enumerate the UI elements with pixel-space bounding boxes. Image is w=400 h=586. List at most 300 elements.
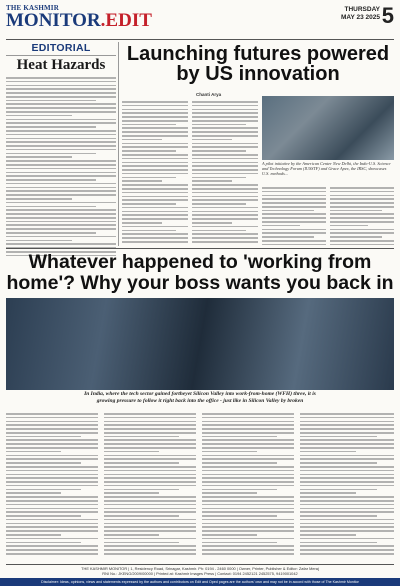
text-line <box>6 228 116 230</box>
top-story-headline: Launching futures powered by US innovation <box>126 43 390 85</box>
text-line <box>330 206 394 208</box>
text-line <box>6 156 72 158</box>
text-line <box>192 146 258 148</box>
text-line <box>122 226 188 228</box>
brand-main: MONITOR <box>6 10 101 31</box>
text-line <box>6 236 116 238</box>
text-line <box>6 81 116 83</box>
text-line <box>300 489 377 491</box>
text-line <box>192 203 246 205</box>
text-line <box>104 421 196 423</box>
text-line <box>122 218 188 220</box>
text-line <box>300 485 394 487</box>
text-line <box>330 240 394 242</box>
top-story-byline: Chanti Arya <box>196 92 222 97</box>
text-line <box>104 492 159 494</box>
brand-edit: .EDIT <box>100 10 152 31</box>
text-line <box>192 230 246 232</box>
text-line <box>192 105 258 107</box>
text-line <box>104 424 196 426</box>
text-line <box>202 492 257 494</box>
text-line <box>202 485 294 487</box>
text-line <box>104 432 196 434</box>
text-line <box>192 131 258 133</box>
text-line <box>104 466 196 468</box>
text-line <box>6 243 116 245</box>
text-line <box>192 218 258 220</box>
text-line <box>300 424 394 426</box>
text-line <box>262 221 326 223</box>
text-line <box>6 413 98 415</box>
text-line <box>6 519 98 521</box>
text-line <box>6 470 98 472</box>
text-line <box>300 545 394 547</box>
text-line <box>6 436 81 438</box>
text-line <box>202 424 294 426</box>
text-line <box>122 131 188 133</box>
bottom-story-photo-caption: In India, where the tech sector gained fortheyet Silicon Valley into work-from-home (WFH) three, it is growing pressure to follow it right back into the office - just like in Silicon Valley by broken <box>84 391 316 404</box>
text-line <box>192 226 258 228</box>
text-line <box>262 232 326 234</box>
text-line <box>104 549 196 551</box>
page-number: 5 <box>381 3 394 28</box>
text-line <box>122 109 188 111</box>
text-line <box>202 458 294 460</box>
text-line <box>104 489 179 491</box>
text-line <box>104 511 196 513</box>
section-rule <box>6 248 394 249</box>
top-story-col-2 <box>192 98 258 245</box>
text-line <box>300 530 394 532</box>
text-line <box>122 241 188 243</box>
footer-imprint <box>6 567 394 577</box>
text-line <box>6 515 81 517</box>
text-line <box>6 451 61 453</box>
text-line <box>202 549 294 551</box>
text-line <box>6 130 116 132</box>
text-line <box>6 126 96 128</box>
text-line <box>6 447 98 449</box>
text-line <box>202 477 294 479</box>
text-line <box>192 211 258 213</box>
text-line <box>192 233 258 235</box>
text-line <box>202 553 294 555</box>
text-line <box>192 237 258 239</box>
text-line <box>300 519 394 521</box>
text-line <box>104 447 196 449</box>
text-line <box>6 145 116 147</box>
text-line <box>300 443 394 445</box>
text-line <box>300 466 394 468</box>
text-line <box>300 538 394 540</box>
top-story-col-1 <box>122 98 188 245</box>
text-line <box>300 432 394 434</box>
text-line <box>330 217 394 219</box>
text-line <box>122 196 188 198</box>
text-line <box>122 135 188 137</box>
text-line <box>262 229 326 231</box>
text-line <box>330 244 394 246</box>
text-line <box>6 439 98 441</box>
text-line <box>300 515 377 517</box>
text-line <box>192 143 258 145</box>
text-line <box>262 210 314 212</box>
text-line <box>6 500 98 502</box>
text-line <box>330 236 382 238</box>
text-line <box>330 202 394 204</box>
text-line <box>6 421 98 423</box>
text-line <box>300 492 356 494</box>
text-line <box>192 199 258 201</box>
text-line <box>6 122 116 124</box>
text-line <box>122 192 188 194</box>
text-line <box>122 112 188 114</box>
bottom-story-col-3 <box>202 410 294 557</box>
text-line <box>104 553 196 555</box>
text-line <box>6 538 98 540</box>
text-line <box>300 447 394 449</box>
text-line <box>202 428 294 430</box>
text-line <box>104 443 196 445</box>
bottom-story-col-2 <box>104 410 196 557</box>
text-line <box>104 470 196 472</box>
text-line <box>300 508 394 510</box>
text-line <box>192 169 258 171</box>
text-line <box>6 526 98 528</box>
text-line <box>122 146 188 148</box>
text-line <box>122 124 176 126</box>
text-line <box>122 162 188 164</box>
brand-logo <box>6 12 394 30</box>
text-line <box>202 481 294 483</box>
text-line <box>192 109 258 111</box>
top-story-col-4 <box>330 184 394 248</box>
text-line <box>202 451 257 453</box>
text-line <box>6 213 116 215</box>
text-line <box>104 413 196 415</box>
text-line <box>330 213 394 215</box>
text-line <box>6 455 98 457</box>
text-line <box>192 162 258 164</box>
text-line <box>6 77 116 79</box>
text-line <box>6 179 96 181</box>
text-line <box>262 244 326 246</box>
text-line <box>122 180 162 182</box>
text-line <box>6 523 98 525</box>
text-line <box>202 436 277 438</box>
text-line <box>6 481 98 483</box>
text-line <box>122 139 162 141</box>
text-line <box>122 203 176 205</box>
text-line <box>6 194 116 196</box>
footer-line-2: RNI No.: JKENG/2009/00000 | Printed at: Kashmir Images Press | Contact: 0194 2452121 2452575, 9419001042 <box>102 570 298 576</box>
text-line <box>192 112 258 114</box>
text-line <box>6 206 96 208</box>
text-line <box>122 150 176 152</box>
text-line <box>104 530 196 532</box>
text-line <box>202 542 277 544</box>
text-line <box>122 237 188 239</box>
text-line <box>192 127 258 129</box>
text-line <box>122 173 188 175</box>
text-line <box>192 116 258 118</box>
text-line <box>202 421 294 423</box>
text-line <box>300 462 377 464</box>
text-line <box>122 211 188 213</box>
text-line <box>192 135 258 137</box>
text-line <box>192 139 232 141</box>
issue-date: MAY 23 2025 <box>340 14 380 21</box>
text-line <box>6 111 116 113</box>
text-line <box>6 175 116 177</box>
text-line <box>6 477 98 479</box>
text-line <box>104 526 196 528</box>
text-line <box>6 202 116 204</box>
text-line <box>262 191 326 193</box>
text-line <box>330 191 394 193</box>
text-line <box>300 500 394 502</box>
text-line <box>300 421 394 423</box>
footer-disclaimer: Disclaimer: Ideas, opinions, views and statements expressed by the authors and contributors on Edit and Oped pages are the authors' own and may not be in accord with those of The Kashmir Monitor <box>0 578 400 586</box>
text-line <box>192 154 258 156</box>
text-line <box>202 455 294 457</box>
text-line <box>300 451 356 453</box>
text-line <box>6 164 116 166</box>
text-line <box>104 542 179 544</box>
text-line <box>202 534 257 536</box>
text-line <box>192 196 258 198</box>
text-line <box>202 538 294 540</box>
text-line <box>6 149 116 151</box>
text-line <box>6 134 116 136</box>
text-line <box>122 143 188 145</box>
text-line <box>6 107 116 109</box>
text-line <box>104 455 196 457</box>
text-line <box>202 413 294 415</box>
text-line <box>202 443 294 445</box>
text-line <box>262 202 326 204</box>
text-line <box>104 436 179 438</box>
editorial-label: EDITORIAL <box>6 42 116 56</box>
text-line <box>192 222 232 224</box>
text-line <box>6 496 98 498</box>
text-line <box>6 542 81 544</box>
text-line <box>300 481 394 483</box>
text-line <box>300 542 377 544</box>
bottom-story-col-1 <box>6 410 98 557</box>
text-line <box>6 190 116 192</box>
text-line <box>192 165 258 167</box>
text-line <box>6 138 116 140</box>
text-line <box>122 101 188 103</box>
text-line <box>300 455 394 457</box>
text-line <box>122 233 188 235</box>
text-line <box>192 184 258 186</box>
text-line <box>104 519 196 521</box>
text-line <box>192 241 258 243</box>
text-line <box>262 225 300 227</box>
top-story-col-3 <box>262 184 326 248</box>
text-line <box>6 508 98 510</box>
text-line <box>6 428 98 430</box>
text-line <box>6 96 116 98</box>
text-line <box>104 534 159 536</box>
text-line <box>122 120 188 122</box>
text-line <box>202 417 294 419</box>
text-line <box>104 481 196 483</box>
text-line <box>262 236 314 238</box>
text-line <box>6 217 116 219</box>
text-line <box>202 523 294 525</box>
text-line <box>122 105 188 107</box>
text-line <box>202 519 294 521</box>
text-line <box>262 240 326 242</box>
text-line <box>6 209 116 211</box>
text-line <box>104 428 196 430</box>
text-line <box>104 451 159 453</box>
text-line <box>330 210 382 212</box>
masthead-rule <box>6 39 394 40</box>
text-line <box>6 489 81 491</box>
text-line <box>300 511 394 513</box>
text-line <box>6 443 98 445</box>
text-line <box>122 230 176 232</box>
editorial-text-block <box>6 77 116 256</box>
text-line <box>6 549 98 551</box>
text-line <box>6 115 72 117</box>
editorial-title: Heat Hazards <box>16 57 106 73</box>
text-line <box>6 240 72 242</box>
text-line <box>202 545 294 547</box>
text-line <box>6 504 98 506</box>
text-line <box>202 515 277 517</box>
text-line <box>6 103 116 105</box>
dateblock <box>341 6 380 22</box>
text-line <box>104 458 196 460</box>
text-line <box>202 496 294 498</box>
text-line <box>300 534 356 536</box>
text-line <box>300 553 394 555</box>
bottom-story-col-4 <box>300 410 394 557</box>
text-line <box>122 207 188 209</box>
text-line <box>6 232 96 234</box>
text-line <box>330 232 394 234</box>
text-line <box>300 523 394 525</box>
top-story-photo-caption: A pilot initiative by the American Center New Delhi, the Indo-U.S. Science and Technology Forum (IUSSTF) and Grace Apex, the IRSC, showcases U.S. methods... <box>262 161 391 176</box>
bottom-story-photo <box>6 298 394 390</box>
text-line <box>122 116 188 118</box>
text-line <box>6 187 116 189</box>
text-line <box>104 508 196 510</box>
top-story-photo <box>262 96 394 160</box>
text-line <box>6 88 116 90</box>
text-line <box>202 432 294 434</box>
text-line <box>262 195 326 197</box>
text-line <box>6 198 72 200</box>
text-line <box>192 150 246 152</box>
text-line <box>6 183 116 185</box>
bottom-story-headline: Whatever happened to 'working from home'? Why your boss wants you back in <box>6 251 394 294</box>
text-line <box>122 199 188 201</box>
text-line <box>104 485 196 487</box>
text-line <box>262 217 326 219</box>
text-line <box>104 496 196 498</box>
text-line <box>300 474 394 476</box>
column-divider <box>118 42 119 246</box>
text-line <box>300 458 394 460</box>
text-line <box>104 462 179 464</box>
text-line <box>202 489 277 491</box>
text-line <box>330 229 394 231</box>
text-line <box>202 500 294 502</box>
text-line <box>262 198 326 200</box>
text-line <box>122 188 188 190</box>
text-line <box>192 120 258 122</box>
text-line <box>300 417 394 419</box>
text-line <box>6 221 116 223</box>
text-line <box>6 432 98 434</box>
text-line <box>6 462 81 464</box>
text-line <box>6 153 96 155</box>
text-line <box>6 485 98 487</box>
text-line <box>104 523 196 525</box>
text-line <box>104 417 196 419</box>
text-line <box>104 545 196 547</box>
text-line <box>192 180 232 182</box>
text-line <box>202 439 294 441</box>
text-line <box>330 225 368 227</box>
text-line <box>6 85 116 87</box>
text-line <box>6 474 98 476</box>
issue-day: THURSDAY <box>344 6 380 13</box>
text-line <box>300 549 394 551</box>
text-line <box>104 504 196 506</box>
text-line <box>202 474 294 476</box>
text-line <box>330 195 394 197</box>
text-line <box>122 177 176 179</box>
text-line <box>262 213 326 215</box>
text-line <box>104 515 179 517</box>
text-line <box>104 500 196 502</box>
text-line <box>122 184 188 186</box>
footer-rule <box>6 564 394 565</box>
text-line <box>6 534 61 536</box>
text-line <box>202 511 294 513</box>
text-line <box>6 492 61 494</box>
text-line <box>202 462 277 464</box>
text-line <box>104 477 196 479</box>
text-line <box>300 496 394 498</box>
text-line <box>104 439 196 441</box>
text-line <box>300 413 394 415</box>
brand-top: THE KASHMIR <box>6 4 59 12</box>
text-line <box>122 127 188 129</box>
text-line <box>202 530 294 532</box>
text-line <box>6 141 116 143</box>
text-line <box>6 92 116 94</box>
text-line <box>300 477 394 479</box>
text-line <box>300 428 394 430</box>
text-line <box>192 158 258 160</box>
text-line <box>6 553 98 555</box>
text-line <box>192 214 258 216</box>
text-line <box>300 436 377 438</box>
editorial-column <box>6 42 116 259</box>
text-line <box>122 214 188 216</box>
text-line <box>330 198 394 200</box>
text-line <box>6 424 98 426</box>
text-line <box>122 158 188 160</box>
